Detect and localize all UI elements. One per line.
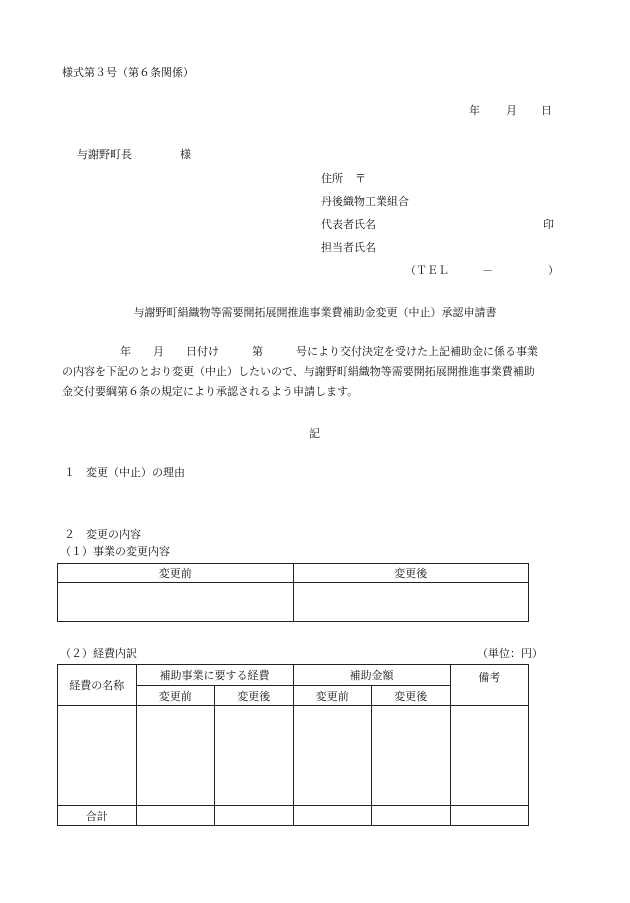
table2-body-subsidy-before xyxy=(293,706,372,806)
table2-body-item-name xyxy=(58,706,137,806)
representative-label: 代表者氏名 xyxy=(321,218,376,231)
subsection-1-heading: （１）事業の変更内容 xyxy=(60,545,170,558)
table1-cell-before xyxy=(58,583,294,622)
addressee-honorific: 様 xyxy=(180,148,191,161)
body-line-1: 年 月 日付け 第 号により交付決定を受けた上記補助金に係る事業 xyxy=(120,345,538,358)
date-month-label: 月 xyxy=(506,104,517,117)
table2-header-subsidy-group: 補助金額 xyxy=(293,665,450,686)
change-content-table xyxy=(57,563,529,622)
form-number-label: 様式第３号（第６条関係） xyxy=(62,66,194,79)
table2-header-subsidy-before: 変更前 xyxy=(293,686,372,706)
document-title: 与謝野町絹織物等需要開拓展開推進事業費補助金変更（中止）承認申請書 xyxy=(133,306,497,319)
table2-total-expense-after xyxy=(215,806,294,826)
unit-label: （単位：円） xyxy=(477,647,543,660)
body-line-3: 金交付要綱第６条の規定により承認されるよう申請します。 xyxy=(62,385,359,398)
table2-header-item-name: 経費の名称 xyxy=(58,665,137,706)
addressee-name: 与謝野町長 xyxy=(77,148,132,161)
table1-header-after: 変更後 xyxy=(293,564,529,583)
expense-breakdown-table xyxy=(57,664,529,826)
table2-header-expense-group: 補助事業に要する経費 xyxy=(136,665,293,686)
postal-mark: 〒 xyxy=(355,172,366,185)
table2-body-remarks xyxy=(450,706,529,806)
contact-person-label: 担当者氏名 xyxy=(321,241,376,254)
table1-header-before: 変更前 xyxy=(58,564,294,583)
date-day-label: 日 xyxy=(541,104,552,117)
table2-body-expense-before xyxy=(136,706,215,806)
address-label: 住所 xyxy=(321,172,343,185)
table1-cell-after xyxy=(293,583,529,622)
telephone-field: （ＴＥＬ － ） xyxy=(405,264,559,277)
body-line-2: の内容を下記のとおり変更（中止）したいので、与謝野町絹織物等需要開拓展開推進事業費補助 xyxy=(62,365,535,378)
section-1-heading: １ 変更（中止）の理由 xyxy=(64,466,185,479)
seal-mark: 印 xyxy=(543,218,554,231)
table2-total-remarks xyxy=(450,806,529,826)
table2-body-expense-after xyxy=(215,706,294,806)
table2-total-subsidy-before xyxy=(293,806,372,826)
date-year-label: 年 xyxy=(469,104,480,117)
table2-header-expense-before: 変更前 xyxy=(136,686,215,706)
table2-header-subsidy-after: 変更後 xyxy=(372,686,451,706)
table2-total-label: 合計 xyxy=(58,806,137,826)
table2-header-expense-after: 変更後 xyxy=(215,686,294,706)
table2-body-subsidy-after xyxy=(372,706,451,806)
table2-header-remarks: 備考 xyxy=(450,665,529,706)
section-2-heading: ２ 変更の内容 xyxy=(64,528,141,541)
table2-total-subsidy-after xyxy=(372,806,451,826)
organization-name: 丹後織物工業組合 xyxy=(321,195,409,208)
subsection-2-heading: （２）経費内訳 xyxy=(60,647,137,660)
table2-total-expense-before xyxy=(136,806,215,826)
ki-heading: 記 xyxy=(309,427,320,440)
